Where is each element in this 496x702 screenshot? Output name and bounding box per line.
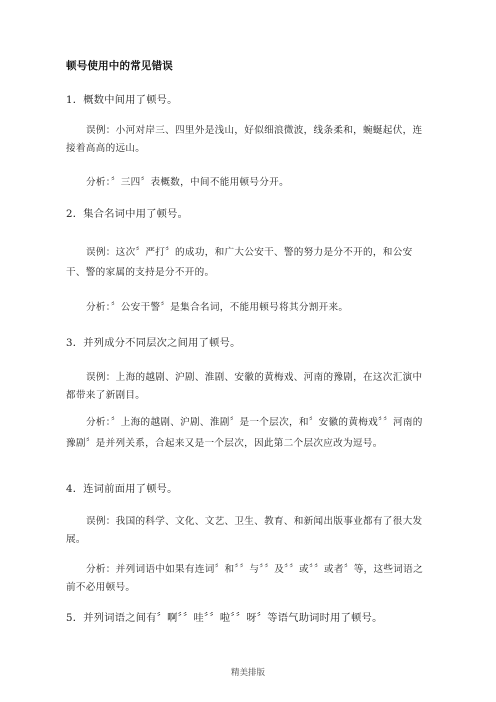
section-1-heading: 1．概数中间用了顿号。 xyxy=(66,95,178,106)
page-footer: 精美排版 xyxy=(230,668,265,678)
section-4-example: 误例：我国的科学、文化、文艺、卫生、教育、和新闻出版事业都有了很大发展。 xyxy=(66,516,423,545)
section-2-heading: 2．集合名词中用了顿号。 xyxy=(66,209,189,220)
section-1-analysis: 分析：〞三四〞表概数，中间不能用顿号分开。 xyxy=(86,177,289,188)
section-2-analysis: 分析：〞公安干警〞是集合名词，不能用顿号将其分割开来。 xyxy=(86,302,349,313)
document-title: 顿号使用中的常见错误 xyxy=(66,60,173,72)
section-3-analysis: 分析：〞上海的越剧、沪剧、淮剧〞是一个层次，和〞安徽的黄梅戏〞〞河南的豫剧〞是并列关系，合起来又是一个层次，因此第二个层次应改为逗号。 xyxy=(66,417,423,449)
section-2-example: 误例：这次〞严打〞的成功，和广大公安干、警的努力是分不开的，和公安干、警的家属的支持是分不开的。 xyxy=(66,247,413,278)
section-4-analysis: 分析：并列词语中如果有连词〞和〞〞与〞〞及〞〞或〞〞或者〞等，这些词语之前不必用顿号。 xyxy=(66,564,423,593)
section-3-heading: 3．并列成分不同层次之间用了顿号。 xyxy=(66,338,241,349)
section-4-heading: 4．连词前面用了顿号。 xyxy=(66,484,178,495)
section-5-heading: 5．并列词语之间有〞啊〞〞哇〞〞啦〞〞呀〞等语气助词时用了顿号。 xyxy=(66,613,383,624)
section-3-example: 误例：上海的越剧、沪剧、淮剧、安徽的黄梅戏、河南的豫剧，在这次汇演中都带来了新剧目。 xyxy=(66,372,423,401)
section-1-example: 误例：小河对岸三、四里外是浅山，好似细浪微波，线条柔和，蜿蜒起伏，连接着高高的远山。 xyxy=(66,125,423,154)
